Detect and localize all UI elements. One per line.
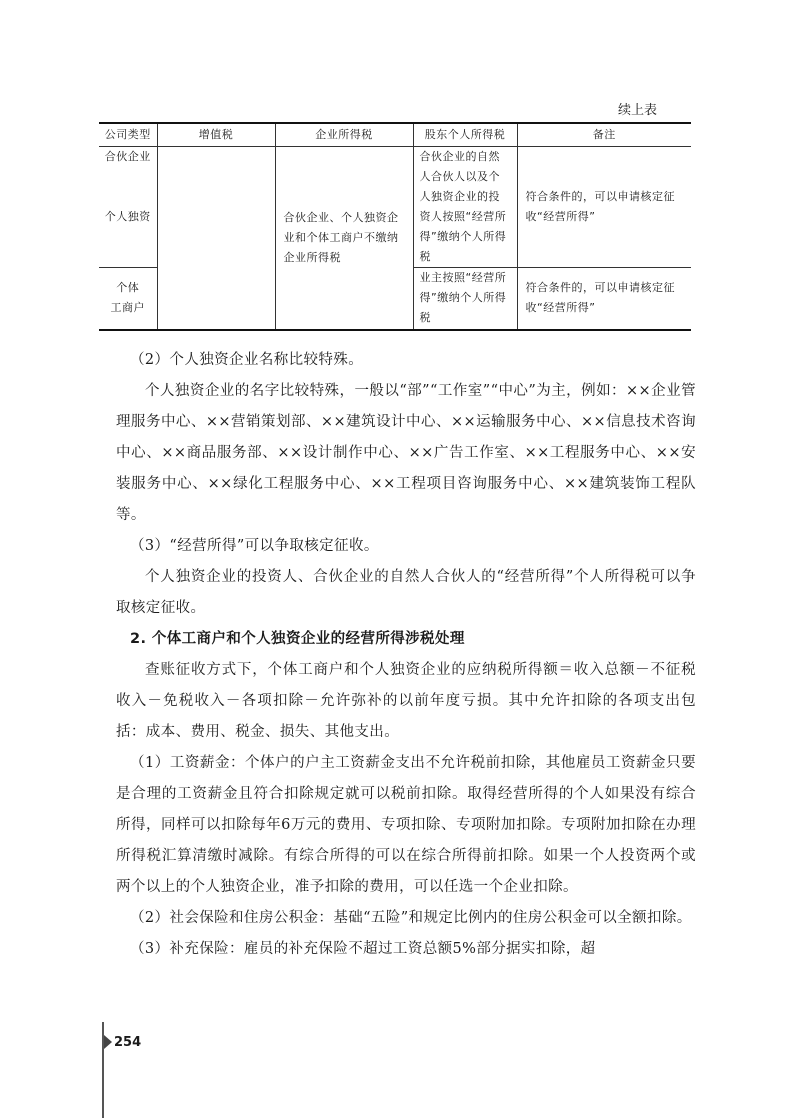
- body-text: [116, 345, 696, 965]
- company-type-cell-top: [99, 147, 157, 268]
- paragraph-p6: （1）工资薪金：个体户的户主工资薪金支出不允许税前扣除，其他雇员工资薪金只要是合理的工资薪金且符合扣除规定就可以税前扣除。取得经营所得的个人如果没有综合所得，同样可以扣除每年6万元的费用、专项扣除、专项附加扣除。专项附加扣除在办理所得税汇算清缴时减除。有综合所得的可以在综合所得前扣除。如果一个人投资两个或两个以上的个人独资企业，准予扣除的费用，可以任选一个企业扣除。: [116, 755, 696, 895]
- shareholder-tax-cell-1: 合伙企业的自然人合伙人以及个人独资企业的投资人按照“经营所得”缴纳个人所得税: [413, 147, 517, 268]
- header-vat: 增值税: [157, 123, 275, 147]
- paragraph-p5: 查账征收方式下，个体工商户和个人独资企业的应纳税所得额＝收入总额－不征税收入－免税收入－各项扣除－允许弥补的以前年度亏损。其中允许扣除的各项支出包括：成本、费用、税金、损失、其他支出。: [116, 662, 696, 740]
- table-row: [99, 147, 691, 268]
- company-type-individual-business: [99, 268, 157, 330]
- header-shareholder-tax: 股东个人所得税: [413, 123, 517, 147]
- paragraph-p1: （2）个人独资企业名称比较特殊。: [130, 352, 364, 368]
- company-type-partnership: 合伙企业: [104, 150, 151, 163]
- page-number: 254: [114, 1035, 142, 1050]
- company-type-sole-proprietorship: 个人独资: [104, 210, 151, 223]
- paragraph-p8: （3）补充保险：雇员的补充保险不超过工资总额5%部分据实扣除，超: [130, 941, 596, 957]
- section-heading: 2. 个体工商户和个人独资企业的经营所得涉税处理: [130, 631, 465, 647]
- paragraph-p3: （3）“经营所得”可以争取核定征收。: [130, 538, 379, 554]
- page-marker-icon: [104, 1035, 112, 1049]
- table-header-row: [99, 123, 691, 147]
- paragraph-p2: 个人独资企业的名字比较特殊，一般以“部”“工作室”“中心”为主，例如：××企业管理服务中心、××营销策划部、××建筑设计中心、××运输服务中心、××信息技术咨询中心、××商品服务部、××设计制作中心、××广告工作室、××工程服务中心、××安装服务中心、××绿化工程服务中心、××工程项目咨询服务中心、××建筑装饰工程队等。: [116, 383, 696, 523]
- remark-cell-2: 符合条件的，可以申请核定征收“经营所得”: [517, 268, 691, 330]
- tax-comparison-table: [99, 122, 691, 331]
- vat-cell: [157, 147, 275, 330]
- company-type-individual-line1: 个体: [116, 281, 140, 295]
- paragraph-p7: （2）社会保险和住房公积金：基础“五险”和规定比例内的住房公积金可以全额扣除。: [130, 910, 692, 926]
- remark-cell-1: 符合条件的，可以申请核定征收“经营所得”: [517, 147, 691, 268]
- cit-cell: 合伙企业、个人独资企业和个体工商户不缴纳企业所得税: [275, 147, 413, 330]
- header-remarks: 备注: [517, 123, 691, 147]
- shareholder-tax-cell-2: 业主按照“经营所得”缴纳个人所得税: [413, 268, 517, 330]
- header-company-type: 公司类型: [99, 123, 157, 147]
- company-type-individual-line2: 工商户: [110, 301, 145, 315]
- paragraph-p4: 个人独资企业的投资人、合伙企业的自然人合伙人的“经营所得”个人所得税可以争取核定征收。: [116, 569, 696, 616]
- header-cit: 企业所得税: [275, 123, 413, 147]
- table-continued-label: 续上表: [618, 103, 658, 118]
